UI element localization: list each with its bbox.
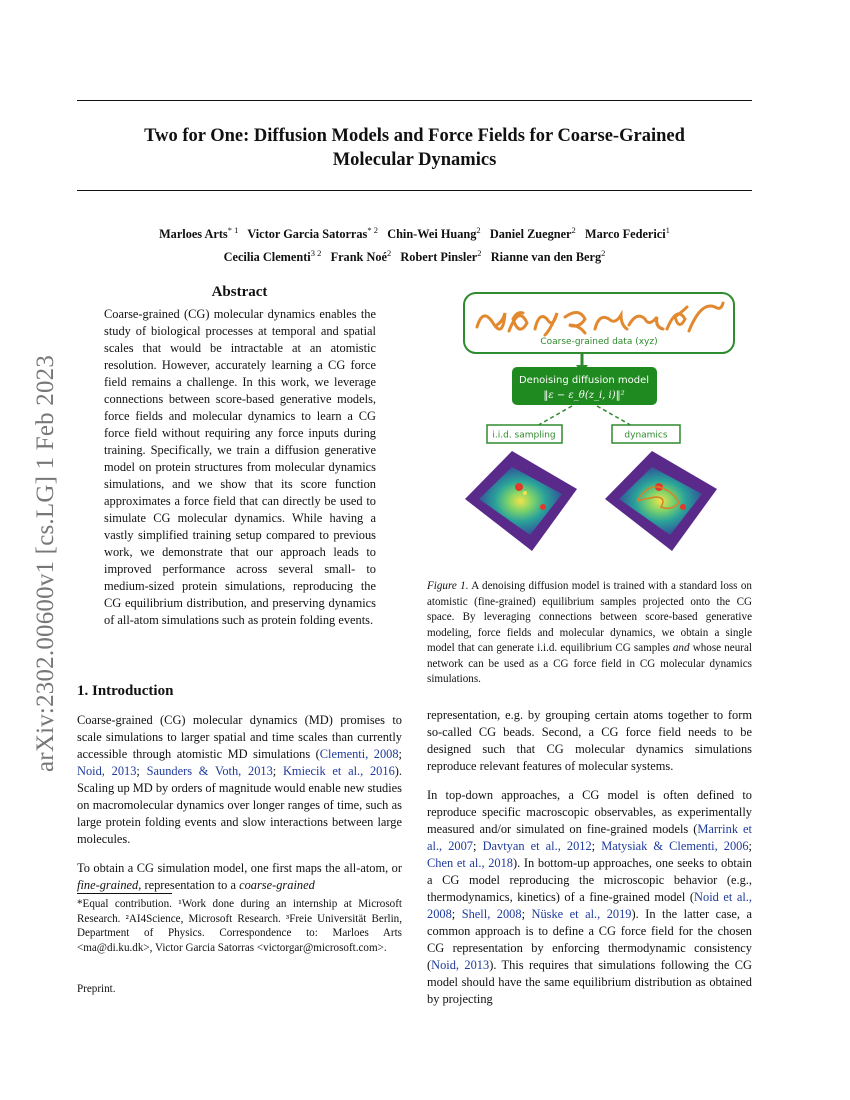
author-affiliation: * 1 — [227, 225, 239, 235]
citation-link[interactable]: Nüske et al., 2019 — [531, 907, 632, 921]
paper-title — [77, 124, 752, 172]
author-name: Cecilia Clementi — [223, 250, 311, 265]
dashed-arrow-right — [597, 406, 634, 427]
heatmap-right — [605, 451, 717, 551]
emphasis: fine-grained — [77, 878, 139, 892]
text-span: ; — [136, 764, 147, 778]
text-span: A denoising diffusion model is trained with a standard loss on atomistic (fine-grained) equilibrium samples projected onto the CG space. By leveraging connections between score-based generative modeling, force fields and molecular dynamics, we obtain a single model that can generate i.i.d. equilibrium CG samples — [427, 580, 752, 654]
model-title: Denoising diffusion model — [518, 375, 650, 386]
author-affiliation: 2 — [476, 225, 481, 235]
section-heading-introduction: 1. Introduction — [77, 683, 174, 699]
text-span: ; — [398, 747, 402, 761]
text-span: In top-down approaches, a CG model is often defined to reproduce specific macroscopic observables, as experimentally measured and/or simulated on fine-grained models ( — [427, 788, 752, 836]
citation-link[interactable]: Davtyan et al., 2012 — [482, 839, 592, 853]
data-label: Coarse-grained data (xyz) — [540, 337, 658, 347]
author-affiliation: 2 — [477, 248, 482, 259]
intro-paragraph-2 — [77, 860, 402, 894]
top-rule — [77, 100, 752, 101]
author-affiliation: 3 2 — [310, 248, 322, 259]
dashed-arrow-left — [535, 406, 572, 427]
text-span: ). This requires that simulations following the CG model should have the same equilibrium distribution as obtained by projecting — [427, 958, 752, 1006]
citation-link[interactable]: Matysiak & Clementi, 2006 — [601, 839, 749, 853]
author-name: Daniel Zuegner — [489, 227, 572, 242]
figure-1-caption — [427, 579, 752, 688]
abstract-heading: Abstract — [211, 284, 268, 300]
author-line-1 — [77, 221, 752, 244]
text-span: ). Scaling up MD by orders of magnitude would enable new studies on macromolecular dynamics over longer ranges of time, such as large protein folding events and slow interactions between large molecules. — [77, 764, 402, 846]
left-column-body — [77, 712, 402, 906]
dynamics-label: dynamics — [624, 430, 668, 441]
iid-label: i.i.d. sampling — [492, 430, 556, 441]
footnote-rule — [77, 893, 172, 894]
author-affiliation: * 2 — [367, 225, 378, 235]
right-paragraph-2: In top-down approaches, a CG model is often defined to reproduce specific macroscopic observables, as experimentally measured and/or simulated on fine-grained models (Marrink et al., 2007; Davtyan et al., 2012; Matysiak & Clementi, 2006; Chen et al., 2018). In bottom-up approaches, one seeks to obtain a CG model reproducing the microscopic behavior (e.g., thermodynamics, kinetics) of a fine-grained model (Noid et al., 2008; Shell, 2008; Nüske et al., 2019). In the latter case, a common approach is to define a CG force field for the chosen CG representation by enforcing thermodynamic consistency (Noid, 2013). This requires that simulations following the CG model should have the same equilibrium distribution as obtained by projecting — [427, 788, 752, 1006]
citation-link[interactable]: Kmiecik et al., 2016 — [282, 764, 395, 778]
title-line-1: Two for One: Diffusion Models and Force Fields for Coarse-Grained — [144, 126, 685, 146]
author-name: Marco Federici — [584, 227, 666, 242]
text-span: ; — [272, 764, 283, 778]
title-bottom-rule — [77, 190, 752, 191]
text-span: whose neural network can be used as a CG force field in CG molecular dynamics simulations. — [427, 642, 752, 685]
citation-link[interactable]: Chen et al., 2018 — [427, 856, 514, 870]
author-affiliation: 2 — [571, 225, 576, 235]
right-paragraph-1: representation, e.g. by grouping certain atoms together to form so-called CG beads. Second, a CG force field needs to be designed such that CG molecular dynamics simulations reproduce relevant features of molecular systems. — [427, 708, 752, 773]
caption-prefix: Figure 1. — [427, 580, 469, 592]
citation-link[interactable]: Noid, 2013 — [431, 958, 490, 972]
right-column-body — [427, 707, 752, 1020]
text-span: To obtain a CG simulation model, one first maps the all-atom, or — [77, 861, 402, 875]
author-line-2 — [77, 244, 752, 267]
author-name: Victor Garcia Satorras — [247, 227, 368, 242]
citation-link[interactable]: Shell, 2008 — [461, 907, 522, 921]
author-affiliation: 1 — [665, 225, 670, 235]
citation-link[interactable]: Marrink et al., 2007 — [427, 822, 752, 853]
author-affiliation: 2 — [601, 248, 606, 259]
author-name: Rianne van den Berg — [490, 250, 602, 265]
emphasis: and — [672, 642, 690, 654]
heatmap-left — [465, 451, 577, 551]
figure-1-diagram — [427, 289, 752, 574]
author-name: Marloes Arts — [159, 227, 228, 242]
emphasis: coarse-grained — [239, 878, 315, 892]
author-affiliation: 2 — [386, 248, 392, 259]
citation-link[interactable]: Noid et al., 2008 — [427, 890, 752, 921]
text-span: , representation to a — [138, 878, 240, 892]
title-line-2: Molecular Dynamics — [332, 150, 497, 170]
footnote: *Equal contribution. ¹Work done during an internship at Microsoft Research. ²AI4Science, Microsoft Research. ³Freie Universität Berlin, Department of Physics. Correspondence to: Marloes Arts <ma@di.ku.dk>, Victor Garcia Satorras <victorgar@microsoft.com>. — [77, 898, 402, 954]
author-name: Frank Noé — [330, 250, 387, 265]
abstract-text: Coarse-grained (CG) molecular dynamics enables the study of biological processes at temporal and spatial scales that would be intractable at an atomistic resolution. However, accurately learning a CG force field remains a challenge. In this work, we leverage connections between score-based generative models, force fields and molecular dynamics to learn a CG force field without requiring any force inputs during training. Specifically, we train a diffusion generative model on protein structures from molecular dynamics simulations, and we show that its score function approximates a force field that can directly be used to simulate CG molecular dynamics. While having a vastly simplified training setup compared to previous work, we demonstrate that our approach leads to improved performance across several small- to medium-sized protein simulations, reproducing the CG equilibrium distribution, and preserving dynamics of all-atom simulations such as protein folding events. — [104, 307, 376, 627]
author-name: Chin-Wei Huang — [387, 227, 477, 242]
citation-link[interactable]: Saunders & Voth, 2013 — [146, 764, 273, 778]
text-span: Coarse-grained (CG) molecular dynamics (MD) promises to scale simulations to larger spatial and time scales than currently accessible through atomistic MD simulations ( — [77, 713, 402, 761]
arxiv-identifier[interactable]: arXiv:2302.00600v1 [cs.LG] 1 Feb 2023 — [32, 354, 59, 772]
citation-link[interactable]: Noid, 2013 — [77, 764, 137, 778]
citation-link[interactable]: Clementi, 2008 — [319, 747, 399, 761]
model-formula: ‖ε − ε_θ(z_i, i)‖² — [543, 390, 625, 401]
author-name: Robert Pinsler — [400, 250, 478, 265]
preprint-label: Preprint. — [77, 983, 116, 995]
intro-paragraph-1 — [77, 712, 402, 848]
text-span: ). In bottom-up approaches, one seeks to obtain a CG model reproducing the microscopic behavior (e.g., thermodynamics, kinetics) of a fine-grained model ( — [427, 856, 752, 904]
text-span: ). In the latter case, a common approach is to define a CG force field for the chosen CG representation by enforcing thermodynamic consistency ( — [427, 907, 752, 972]
author-list — [77, 221, 752, 267]
figure-1 — [427, 289, 752, 579]
